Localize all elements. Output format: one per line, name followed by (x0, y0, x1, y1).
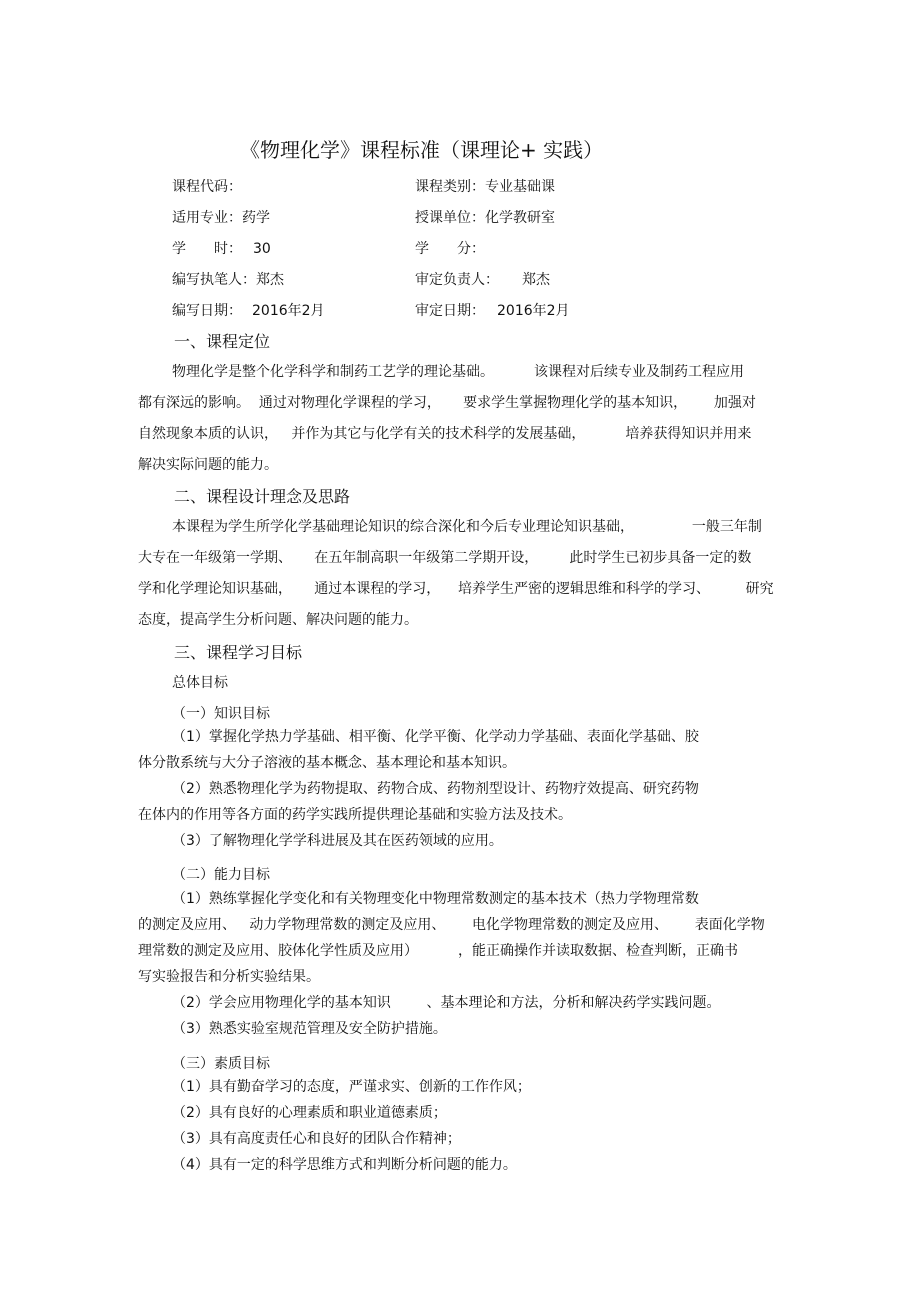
knowledge-goal-line: （2）熟悉物理化学为药物提取、药物合成、药物剂型设计、药物疗效提高、研究药物 (172, 781, 699, 797)
section-2-line: 本课程为学生所学化学基础理论知识的综合深化和今后专业理论知识基础， 一般三年制 (172, 519, 762, 535)
knowledge-goal-line: 体分散系统与大分子溶液的基本概念、基本理论和基本知识。 (138, 755, 516, 771)
ability-goals-heading: （二）能力目标 (172, 867, 270, 883)
knowledge-goal-line: （1）掌握化学热力学基础、相平衡、化学平衡、化学动力学基础、表面化学基础、胶 (172, 729, 699, 745)
review-date: 2016年2月 (497, 303, 570, 319)
applicable-major: 适用专业：药学 (172, 210, 270, 226)
course-code: 课程代码： (172, 179, 242, 195)
knowledge-goal-line: 在体内的作用等各方面的药学实践所提供理论基础和实验方法及技术。 (138, 807, 572, 823)
section-1-line: 自然现象本质的认识， 并作为其它与化学有关的技术科学的发展基础， 培养获得知识并用来 (138, 426, 752, 442)
review-date-label: 审定日期： (415, 303, 485, 319)
section-1-heading: 一、课程定位 (174, 332, 271, 351)
quality-goal-line: （1）具有勤奋学习的态度，严谨求实、创新的工作作风； (172, 1079, 531, 1095)
ability-goal-line: 理常数的测定及应用、胶体化学性质及应用） ，能正确操作并读取数据、检查判断，正确书 (138, 943, 739, 959)
section-1-line: 解决实际问题的能力。 (138, 457, 278, 473)
teaching-unit: 授课单位：化学教研室 (415, 210, 555, 226)
section-1-line: 都有深远的影响。 通过对物理化学课程的学习， 要求学生掌握物理化学的基本知识， 加强对 (138, 395, 756, 411)
hours-value: 30 (253, 241, 271, 257)
section-3-heading: 三、课程学习目标 (174, 643, 303, 662)
section-2-line: 态度，提高学生分析问题、解决问题的能力。 (138, 612, 418, 628)
hours-label: 学 时： (172, 241, 242, 257)
document-title: 《物理化学》课程标准（课理论+ 实践） (240, 138, 604, 162)
ability-goal-line: 写实验报告和分析实验结果。 (138, 969, 320, 985)
credits-label: 学 分： (415, 241, 485, 257)
ability-goal-line: （1）熟练掌握化学变化和有关物理变化中物理常数测定的基本技术（热力学物理常数 (172, 891, 699, 907)
section-2-heading: 二、课程设计理念及思路 (174, 487, 351, 506)
course-type: 课程类别：专业基础课 (415, 179, 555, 195)
section-2-line: 大专在一年级第一学期、 在五年制高职一年级第二学期开设， 此时学生已初步具备一定的数 (138, 550, 752, 566)
section-1-line: 物理化学是整个化学科学和制药工艺学的理论基础。 该课程对后续专业及制药工程应用 (172, 364, 745, 380)
knowledge-goals-heading: （一）知识目标 (172, 706, 270, 722)
ability-goal-line: （3）熟悉实验室规范管理及安全防护措施。 (172, 1021, 447, 1037)
knowledge-goal-line: （3）了解物理化学学科进展及其在医药领域的应用。 (172, 833, 503, 849)
quality-goal-line: （3）具有高度责任心和良好的团队合作精神； (172, 1131, 461, 1147)
author-name: 郑杰 (256, 272, 284, 288)
quality-goal-line: （2）具有良好的心理素质和职业道德素质； (172, 1105, 447, 1121)
write-date: 2016年2月 (252, 303, 325, 319)
write-date-label: 编写日期： (172, 303, 242, 319)
section-2-line: 学和化学理论知识基础， 通过本课程的学习， 培养学生严密的逻辑思维和科学的学习、 研究 (138, 581, 774, 597)
quality-goals-heading: （三）素质目标 (172, 1056, 270, 1072)
quality-goal-line: （4）具有一定的科学思维方式和判断分析问题的能力。 (172, 1157, 517, 1173)
overall-goal-label: 总体目标 (172, 675, 228, 691)
ability-goal-line: （2）学会应用物理化学的基本知识 、基本理论和方法，分析和解决药学实践问题。 (172, 995, 721, 1011)
reviewer-label: 审定负责人： (415, 272, 499, 288)
reviewer-name: 郑杰 (522, 272, 550, 288)
ability-goal-line: 的测定及应用、 动力学物理常数的测定及应用、 电化学物理常数的测定及应用、 表面化学物 (138, 917, 765, 933)
author-label: 编写执笔人： (172, 272, 256, 288)
